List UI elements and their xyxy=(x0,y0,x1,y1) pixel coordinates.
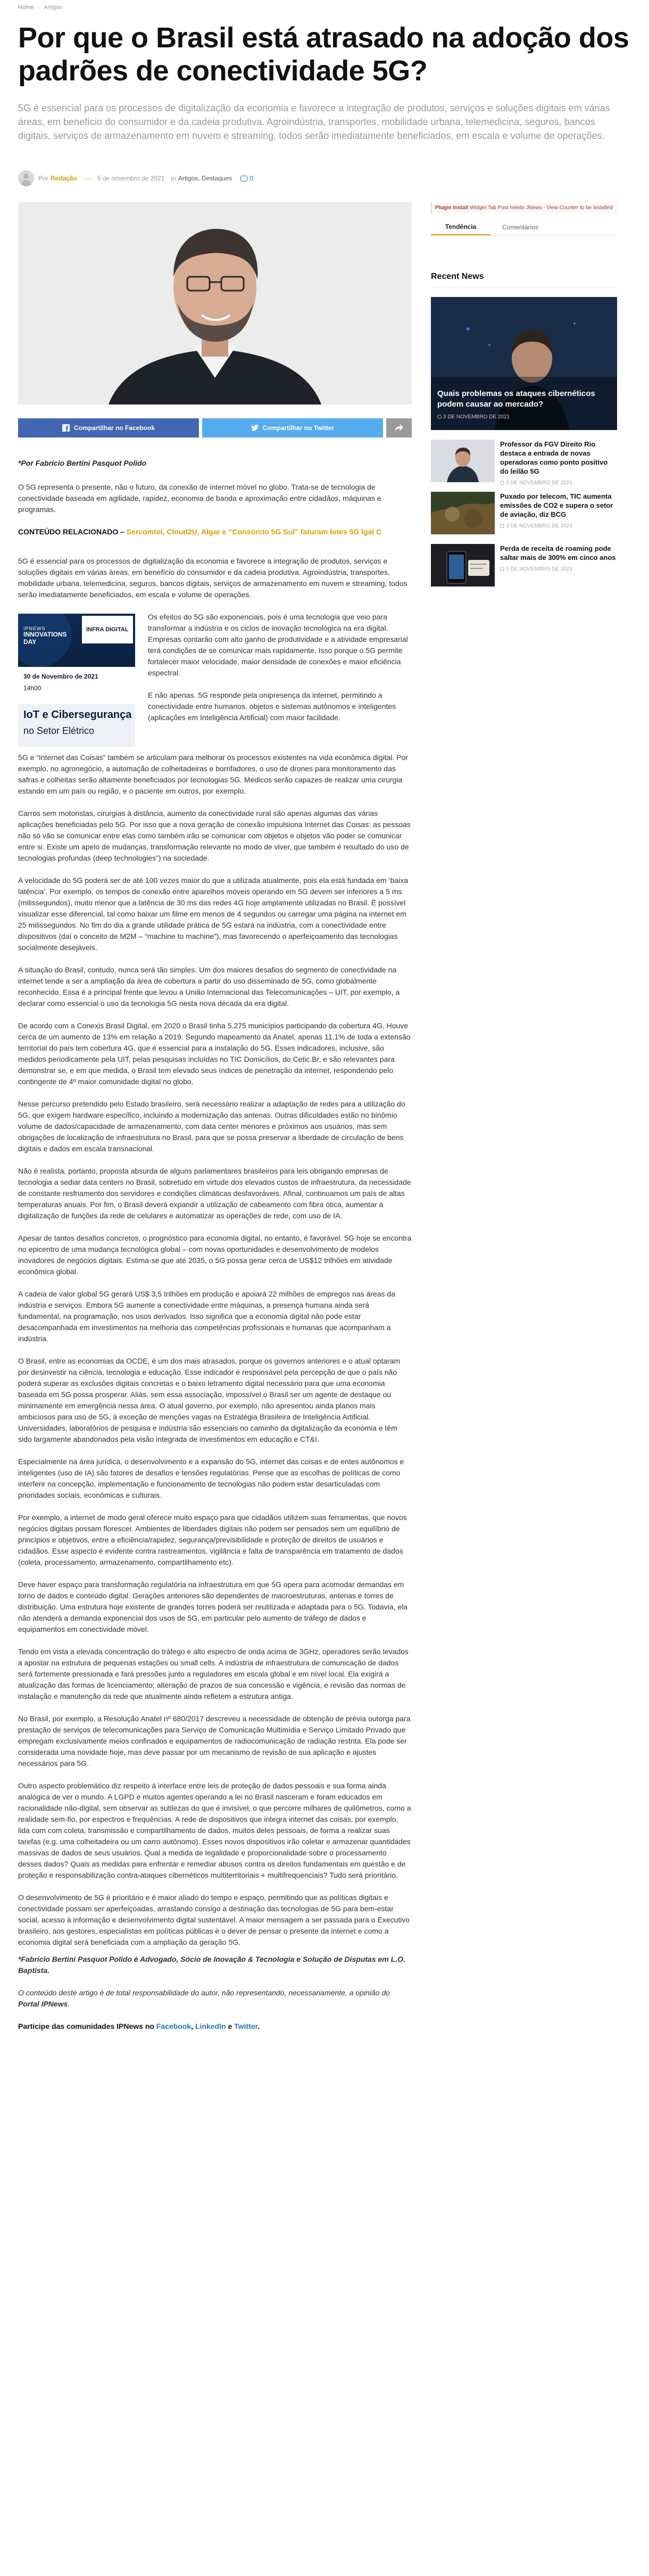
paragraph: Outro aspecto problemático diz respeito à interface entre leis de proteção de dados pessoais e sua forma ainda analógica de ver o mundo. A LGPD e muitos agentes operando a lei no Brasil nasceram e foram educados em racionalidade não-digital, sem observar as sutilezas do que é invisível, o que percorre milhares de quilômetros, como a realidade sem-fio, por espectros e frequências. A rede de dispositivos que integra internet das coisas, por exemplo, lida com com coleta, transmissão e compartilhamento de dados, muitos deles pessoais, de forma a realizar suas tarefas (e.g. uma colheitadeira ou um carro autônomo). Esses novos dispositivos irão coletar e armazenar quantidades massivas de dados de seus usuários. Qual a medida de legalidade e proporcionalidade sobre o processamento desses dados? Quais as medidas para enfrentar e remediar abusos contra os direitos fundamentais em questão e de proteção e responsabilização contra-ataques cibernéticos multiterritoriais + multifrequenciais? Tudo será prioritário. xyxy=(18,1781,411,1879)
event-kicker: IPNEWS xyxy=(23,626,46,631)
disclaimer-brand: Portal IPNews xyxy=(18,2000,68,2008)
list-item[interactable] xyxy=(431,440,617,486)
follow-facebook-link[interactable]: Facebook xyxy=(156,2022,192,2030)
breadcrumb xyxy=(18,4,62,11)
paragraph: O 5G representa o presente, não o futuro, da conexão de internet móvel no globo. Trata-se de tecnologia de conectividade baseada em agilidade, rapidez, economia de banda e aproximação entre cidadãos, máquinas e programas. xyxy=(18,483,381,514)
breadcrumb-home-link[interactable]: Home xyxy=(18,4,34,11)
plugin-notice xyxy=(431,202,617,214)
follow-end: . xyxy=(257,2022,260,2030)
sidebar xyxy=(431,202,617,596)
news-item-title[interactable]: Perda de receita de roaming pode saltar mais de 300% em cinco anos xyxy=(500,544,616,562)
event-banner[interactable] xyxy=(18,614,135,747)
share-arrow-icon xyxy=(395,424,403,432)
related-label: CONTEÚDO RELACIONADO – xyxy=(18,527,127,536)
news-thumbnail xyxy=(431,440,495,482)
news-item-text xyxy=(500,492,617,534)
clock-icon xyxy=(500,567,504,571)
recent-news-list xyxy=(431,440,617,587)
featured-news-date-text: 3 DE NOVEMBRO DE 2021 xyxy=(443,414,510,420)
paragraph: A velocidade do 5G poderá ser de até 100 vezes maior do que a utilizada atualmente, pois ela está fundada em ‘baixa latência’. Por exemplo, os tempos de conexão entre aparelhos móveis operando em 5G devem ser inferiores a 5 ms (milissegundos), muito menor que a latência de 30 ms das redes 4G hoje amplamente utilizadas no Brasil. É possível visualizar esse diferencial, tal como baixar um filme em menos de 4 segundos ou carregar uma página na internet em 25 milissegundos. No fim do dia a grande utilidade prática de 5G estará na indústria, com a conectividade entre dispositivos (daí o conceito de M2M – “machine to machine”), mas favorecendo o aperfeiçoamento das tecnologias socialmente desejáveis. xyxy=(18,876,409,952)
follow-communities xyxy=(18,2021,412,2032)
news-item-text xyxy=(500,440,617,486)
tab-comments[interactable]: Comentários xyxy=(502,224,539,231)
share-twitter-button[interactable] xyxy=(202,418,383,437)
news-item-date xyxy=(500,522,617,531)
news-item-title[interactable]: Professor da FGV Direito Rio destaca a entrada de novas operadoras como ponto positivo do leilão 5G xyxy=(500,440,608,475)
featured-news-date xyxy=(437,412,611,423)
author-signature: *Fabrício Bertini Pasquot Polido é Advogado, Sócio de Inovação & Tecnologia e Solução de Disputas em L.O. Baptista. xyxy=(18,1955,405,1975)
follow-label: Participe das comunidades IPNews no xyxy=(18,2022,156,2030)
news-item-date-text: 3 DE NOVEMBRO DE 2021 xyxy=(506,480,573,486)
breadcrumb-current[interactable]: Artigos xyxy=(44,4,62,11)
paragraph: Nesse percurso pretendido pelo Estado brasileiro, será necessário realizar a adaptação de redes para a utilização do 5G, que exigem hardware específico, incluindo a modernização das antenas. Outras dificuldades estão no binômio volume de dados/capacidade de armazenamento, com data center menores e próximos aos usuários, mas sem obrigações de localização de infraestrutura no Brasil, para que se possa preservar a liberdade de circulação de bens digitais e dados em escala transnacional. xyxy=(18,1100,405,1153)
paragraph: 5G é essencial para os processos de digitalização da economia e favorece a integração de produtos, serviços e soluções digitais em várias áreas, em benefício do consumidor e da cadeia produtiva. Agroindústria, transportes, mobilidade urbana, telemedicina, seguros, bancos digitais, serviços de armazenamento em nuvem e streaming, todos serão imediatamente beneficiados, em escala e volume de operações. xyxy=(18,557,407,599)
featured-news-title[interactable]: Quais problemas os ataques cibernéticos podem causar ao mercado? xyxy=(437,389,595,409)
related-link[interactable]: Sercomtel, Cloud2U, Algar e “Consórcio 5G Sul” faturam lotes 5G lgal C xyxy=(126,527,382,536)
news-item-title[interactable]: Puxado por telecom, TIC aumenta emissões de CO2 e supera o setor de aviação, diz BCG xyxy=(500,492,613,518)
plugin-notice-label: Plugin Install xyxy=(435,205,469,211)
disclaimer xyxy=(18,1987,412,2010)
follow-linkedin-link[interactable]: LinkedIn xyxy=(195,2022,226,2030)
clock-icon xyxy=(500,481,504,485)
author-link[interactable]: Redação xyxy=(50,175,77,182)
list-item[interactable] xyxy=(431,544,617,587)
paragraph: No Brasil, por exemplo, a Resolução Anatel nº 680/2017 descreveu a necessidade de obtenção de prévia outorga para prestação de serviços de telecomunicações para Serviço de Comunicação Multimídia e Serviço Limitado Privado que empregam exclusivamente meios confinados e equipamentos de radiocomunicação de radiação restrita. Ela pode ser considerada uma novidade hoje, mas deve passar por um mecanismo de revisão de sua aplicação e ajustes necessários para 5G. xyxy=(18,1714,411,1768)
news-thumbnail-art xyxy=(431,544,495,587)
article-subtitle: 5G é essencial para os processos de digitalização da economia e favorece a integração de produtos, serviços e soluções digitais em várias áreas, em benefício do consumidor e da cadeia produtiva. Agroindústria, transportes, mobilidade urbana, telemedicina, seguros, bancos digitais, serviços de armazenamento em nuvem e streaming, todos serão imediatamente beneficiados, em escala e volume de operações. xyxy=(18,103,610,141)
facebook-icon xyxy=(62,424,70,432)
paragraph: Carros sem motoristas, cirurgias à distância, aumento da conectividade rural são apenas algumas das várias aplicações beneficiadas pelo 5G. Por isso que a nova geração de conexão impulsiona Internet das Coisas: as pessoas não só vão se comunicar entre elas como também irão se comunicar com objetos e objetos vão poder se comunicar entre si. Existe um apelo de mudanças, transformação relevante no modo de viver, que também é resultado do uso de tecnologias profundas (deep technologies”) na sociedade. xyxy=(18,809,411,862)
in-label: in xyxy=(171,175,176,182)
clock-icon xyxy=(500,524,504,528)
news-item-date-text: 3 DE NOVEMBRO DE 2021 xyxy=(506,523,573,529)
disclaimer-text: O conteúdo deste artigo é de total responsabilidade do autor, não representando, necessariamente, a opinião do xyxy=(18,1988,390,1997)
share-bar xyxy=(18,418,412,437)
paragraph: O desenvolvimento de 5G é prioritário e é maior aliado do tempo e espaço, permitindo que as políticas digitais e conectividade possam ser aperfeiçoadas, arrastando consigo a destinação das tecnologias de 5G para bem-estar social, acesso à informação e desenvolvimento digital sustentável. A maior mensagem a ser passada para o Executivo brasileiro, aos gestores, especialistas em políticas públicas é o dever de pensar o presente da internet e como a economia digital será beneficiada com a ampliação da geração 5G. xyxy=(18,1893,410,1946)
event-subheadline: no Setor Elétrico xyxy=(23,725,95,736)
share-more-button[interactable] xyxy=(386,418,412,437)
publish-date: 5 de novembro de 2021 xyxy=(97,175,165,182)
event-brand: INFRA DIGITAL xyxy=(86,626,129,633)
news-thumbnail-art xyxy=(431,440,495,482)
category-links[interactable]: Artigos, Destaques xyxy=(178,175,232,182)
follow-separator: e xyxy=(226,2022,235,2030)
news-thumbnail xyxy=(431,492,495,534)
event-time: 14h00 xyxy=(23,684,41,692)
featured-news-card[interactable] xyxy=(431,297,617,430)
featured-news-caption xyxy=(437,389,611,423)
related-content xyxy=(18,526,412,538)
share-facebook-button[interactable] xyxy=(18,418,199,437)
avatar xyxy=(18,170,34,186)
paragraph: De acordo com a Conexis Brasil Digital, em 2020 o Brasil tinha 5.275 municípios participando da cobertura 4G. Houve cerca de um aumento de 13% em relação a 2019. Segundo mapeamento da Anatel, apenas 11,1% de toda a extensão territorial do país tem cobertura 4G, que é essencial para a instalação do 5G. Esses indicadores, inclusive, são medidos periodicamente pela UIT, pelas pesquisas incluídas no TIC Domicílios, do Cetic.Br, e são relevantes para demonstrar se, e em que medida, o Brasil tem elevado seus índices de penetração da internet, respondendo pelo contingente de 4º maior comunidade digital no globo. xyxy=(18,1021,411,1086)
comments-count-link[interactable] xyxy=(240,175,253,182)
by-label: Por xyxy=(38,175,48,182)
paragraph: Não é realista, portanto, proposta absurda de alguns parlamentares brasileiros para leis obrigando empresas de tecnologia a sediar data centers no Brasil, sobretudo em virtude dos elevados custos de infraestrutura, da necessidade de constante resfriamento dos servidores e condições climáticas desfavoráveis. Afinal, continuamos um país de altas temperaturas anuais. Por fim, o Brasil deverá expandir a utilização de cabeamento com fibra ótica, aumentar a digitalização de funções da rede de celulares e automatizar as operações de rede, com uso de IA. xyxy=(18,1167,411,1220)
paragraph: O Brasil, entre as economias da OCDE, é um dos mais atrasados, porque os governos anteriores e o atual optaram por desinvestir na ciência, tecnologia e educação. Esse indicador é responsável pela percepção de que o país não poderá superar as exclusões digitais concretas e o baixo letramento digital necessário para que uma economia baseada em 5G possa prosperar. Aliás, sem essa associação, impossível o Brasil ser um agente de destaque ou minimamente em emergência nessa área. O atual governo, por exemplo, não apresentou ainda planos mais ambiciosos para uso de 5G, à exceção de menções vagas na Estratégia Brasileira de Inteligência Artificial. Universidades, laboratórios de pesquisa e indústria são essenciais no caminho da digitalização da economia e têm sido largamente abandonados pela visão integrada de investimentos em educação e CT&I. xyxy=(18,1357,401,1443)
featured-image xyxy=(18,202,412,404)
paragraph: Especialmente na área jurídica, o desenvolvimento e a expansão do 5G, internet das coisas e de entes autônomos e inteligentes (uso de IA) são fatores de desafios e tensões regulatórias. Pense que as escolhas de políticas de como interferir na concepção, implementação e funcionamento de tecnologias não podem estar desarticuladas com prioridades sociais, econômicas e culturais. xyxy=(18,1457,404,1499)
paragraph: Por exemplo, a internet de modo geral oferece muito espaço para que cidadãos utilizem suas ferramentas, que novos negócios digitais possam florescer. Ambientes de liberdades digitais não podem ser pensados sem um equilíbrio de princípios e objetivos, entre a eficiência/rapidez, segurança/previsibilidade e proteção de direitos de usuários e cidadãos. Esse aspecto é evidente contra rastreamentos, vigilância e falta de transparência em tratamento de dados (coleta, processamento, armazenamento, compartilhamento etc). xyxy=(18,1513,407,1566)
plugin-notice-text: Widget Tab Post needs JNews - View Counter to be installed xyxy=(470,205,613,211)
paragraph: Os efeitos do 5G são exponenciais, pois é uma tecnologia que veio para transformar a indústria e os ciclos de inovação tecnológica na era digital. Empresas contarão com alto ganho de produtividade e a atividade empresarial terá condições de se comunicar mais rapidamente. Isso porque o 5G permite fortalecer maior velocidade, maior densidade de conexões e maior eficiência espectral. xyxy=(148,613,408,677)
share-twitter-label: Compartilhar no Twitter xyxy=(262,424,335,432)
follow-twitter-link[interactable]: Twitter xyxy=(234,2022,258,2030)
news-item-text xyxy=(500,544,617,587)
disclaimer-end: . xyxy=(68,2000,70,2008)
article-body xyxy=(18,458,412,2043)
event-name: INNOVATIONS DAY xyxy=(23,631,67,646)
comment-icon xyxy=(240,176,247,181)
recent-news-heading: Recent News xyxy=(431,272,617,287)
article-credit: *Por Fabrício Bertini Pasquot Polido xyxy=(18,459,147,467)
news-item-date-text: 3 DE NOVEMBRO DE 2021 xyxy=(506,566,573,572)
sidebar-tabs xyxy=(431,219,617,236)
share-facebook-label: Compartilhar no Facebook xyxy=(73,424,155,432)
paragraph: Apesar de tantos desafios concretos, o prognóstico para economia digital, no entanto, é favorável. 5G hoje se encontra no epicentro de uma mudança tecnológica global – com novas oportunidades e desenvolvimento de modelos inovadores de negócios digitais. Estima-se que até 2035, o 5G possa gerar cerca de US$12 trilhões em atividade econômica global. xyxy=(18,1234,412,1276)
paragraph: A situação do Brasil, contudo, nunca será tão simples. Um dos maiores desafios do segmento de conectividade na internet tende a ser a ampliação da área de cobertura a partir do uso disseminado de 5G, como globalmente reconhecido. Essa é a principal frente que levou a União Internacional das Telecomunicações – UIT, por exemplo, a declarar como essencial o uso da tecnologia 5G nesta nova década da era digital. xyxy=(18,965,400,1008)
article-meta xyxy=(18,170,630,186)
paragraph: Tendo em vista a elevada concentração do tráfego e alto espectro de onda acima de 3GHz, operadores serão levados a apostar na estrutura de pequenas estações ou small cells. A indústria de infraestrutura de comunicação de dados será fortemente pressionada e fará pressões junto a reguladores em escala global e em nível local. Ela exigirá a atualização das formas de licenciamento; alteração de prazos de sua concessão e vigência, e revisão das normas de instalação e manutenção da rede que atualmente ainda refletem a estrutura antiga. xyxy=(18,1647,409,1700)
event-headline: IoT e Cibersegurança xyxy=(23,709,132,721)
event-date: 30 de Novembro de 2021 xyxy=(23,673,98,680)
comments-count: 0 xyxy=(249,175,253,182)
meta-dash: — xyxy=(84,175,91,182)
news-item-date xyxy=(500,565,617,574)
paragraph: 5G e “Internet das Coisas” também se articulam para melhorar os processos existentes na vida econômica digital. Por exemplo, no agronegócio, a automação de colheitadeiras e borrifadores, o uso de drones para monitoramento das safras e colheitas serão altamente beneficiados por tecnologias 5G. Médicos serão capazes de realizar uma cirurgia estando em um país ou região, e o paciente em outros, por exemplo. xyxy=(18,753,409,795)
paragraph: E não apenas. 5G responde pela onipresença da internet, permitindo a conectividade entre humanos, objetos e sistemas autônomos e inteligentes (aplicações em Inteligência Artificial) com maior facilidade. xyxy=(148,691,396,722)
news-item-date xyxy=(500,478,617,488)
news-thumbnail-art xyxy=(431,492,495,534)
follow-separator: , xyxy=(191,2022,195,2030)
tab-trending[interactable]: Tendência xyxy=(431,219,490,235)
paragraph: Deve haver espaço para transformação regulatória na infraestrutura em que 5G opera para acomodar demandas em torno de dados e conteúdo digital. Gerações anteriores são dependentes de macroestruturas, antenas e torres de distribuição. Uma estrutura hoje existente de grandes torres poderá ser reutilizada e adaptada para o 5G. Todavia, ela não atenderá a demanda exponencial dos usos de 5G, em particular pelo aumento de tráfego de dados e equipamentos em conectividade móvel. xyxy=(18,1580,408,1633)
list-item[interactable] xyxy=(431,492,617,534)
author-photo xyxy=(18,202,412,404)
news-thumbnail xyxy=(431,544,495,587)
twitter-icon xyxy=(251,425,259,431)
page-title: Por que o Brasil está atrasado na adoção dos padrões de conectividade 5G? xyxy=(18,22,629,87)
clock-icon xyxy=(437,415,442,419)
breadcrumb-separator-icon: › xyxy=(38,4,40,11)
paragraph: A cadeia de valor global 5G gerará US$ 3,5 trilhões em produção e apoiará 22 milhões de empregos nas áreas da indústria e serviços. Embora 5G aumente a conectividade entre máquinas, a presença humana ainda será fundamental, na programação, nos usos derivados. Isso significa que a economia digital não pode estar desacompanhada em investimentos na melhoria das competências profissionais e humanas que acompanham a indústria. xyxy=(18,1290,395,1343)
